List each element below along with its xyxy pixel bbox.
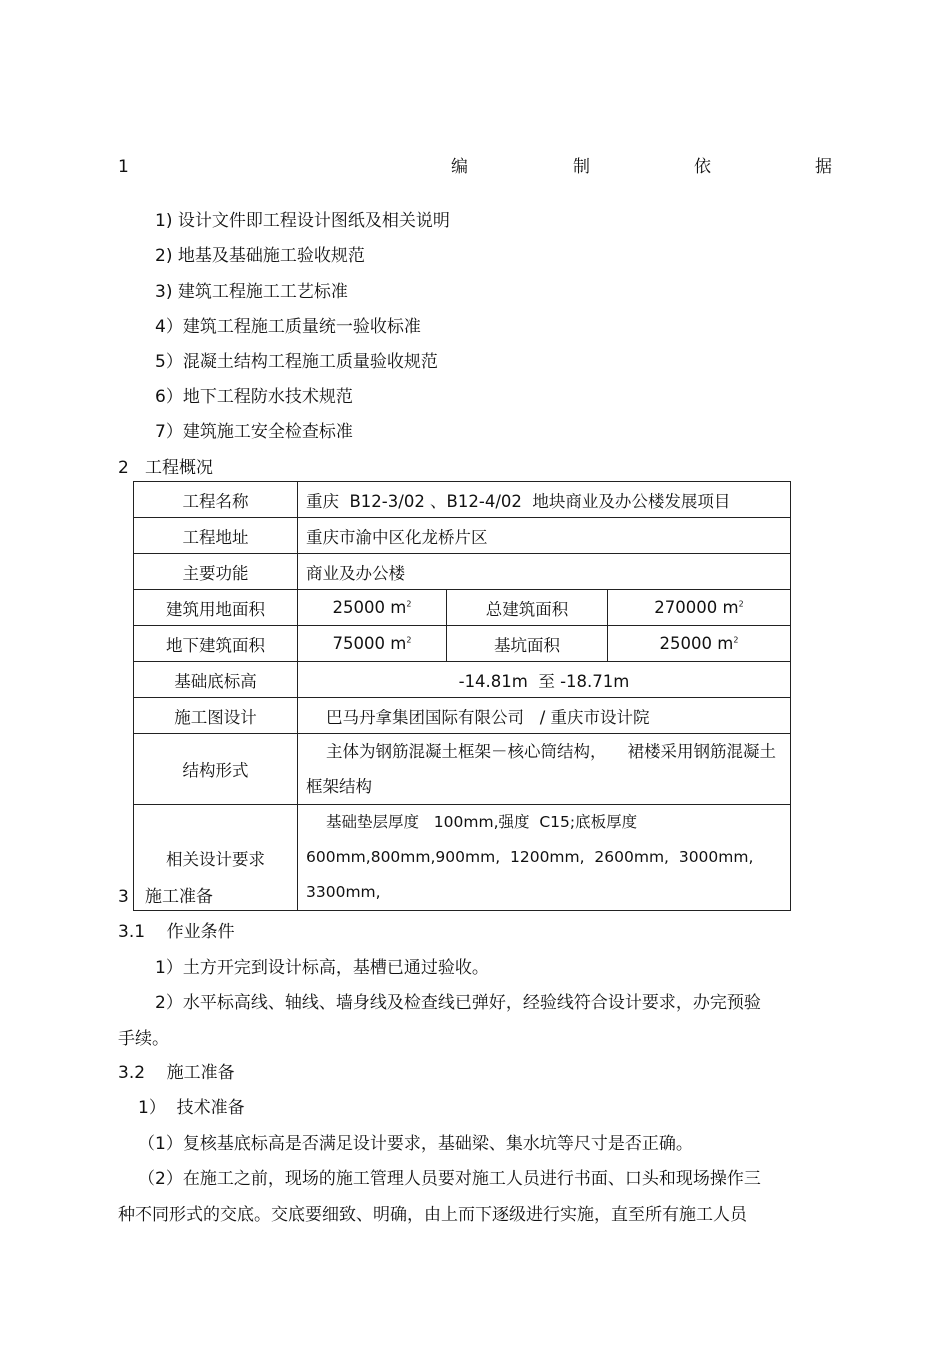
requirements-value: 基础垫层厚度 100mm,强度 C15;底板厚度 600mm,800mm,900mm, 1200mm, 2600mm, 3000mm, 3300mm,	[298, 805, 791, 911]
section1-title-char: 制	[573, 157, 590, 177]
subsection-3-1-heading: 3.1 作业条件	[118, 922, 235, 942]
pit-area-label: 基坑面积	[447, 626, 608, 662]
base-elevation-label: 基础底标高	[134, 662, 298, 698]
project-name-value: 重庆 B12-3/02 、B12-4/02 地块商业及办公楼发展项目	[298, 482, 791, 518]
reference-item: 6）地下工程防水技术规范	[155, 387, 353, 407]
total-area-label: 总建筑面积	[447, 590, 608, 626]
section3-heading: 3 施工准备	[118, 887, 214, 907]
project-overview-table	[133, 481, 791, 911]
table-row	[134, 590, 791, 626]
design-label: 施工图设计	[134, 698, 298, 734]
tech-prep-item-continuation: 种不同形式的交底。交底要细致、明确，由上而下逐级进行实施，直至所有施工人员	[118, 1205, 747, 1225]
subsection-3-2-heading: 3.2 施工准备	[118, 1063, 235, 1083]
structure-label: 结构形式	[134, 734, 298, 805]
structure-value: 主体为钢筋混凝土框架－核心筒结构， 裙楼采用钢筋混凝土框架结构	[298, 734, 791, 805]
table-row	[134, 734, 791, 805]
pit-area-value: 25000 $m^2$	[608, 626, 791, 662]
address-label: 工程地址	[134, 518, 298, 554]
tech-prep-item: （1）复核基底标高是否满足设计要求，基础梁、集水坑等尺寸是否正确。	[138, 1134, 693, 1154]
condition-item: 2）水平标高线、轴线、墙身线及检查线已弹好，经验线符合设计要求，办完预验	[155, 993, 761, 1013]
table-row	[134, 698, 791, 734]
reference-item: 3) 建筑工程施工工艺标准	[155, 282, 348, 302]
underground-area-label: 地下建筑面积	[134, 626, 298, 662]
section1-title-char: 依	[694, 157, 711, 177]
table-row	[134, 626, 791, 662]
reference-item: 7）建筑施工安全检查标准	[155, 422, 353, 442]
table-row	[134, 662, 791, 698]
land-area-value: 25000 $m^2$	[298, 590, 447, 626]
condition-item-continuation: 手续。	[118, 1029, 169, 1049]
base-elevation-value: -14.81m 至 -18.71m	[298, 662, 791, 698]
function-label: 主要功能	[134, 554, 298, 590]
tech-prep-item: （2）在施工之前，现场的施工管理人员要对施工人员进行书面、口头和现场操作三	[138, 1169, 761, 1189]
section1-number: 1	[118, 157, 129, 177]
reference-item: 1) 设计文件即工程设计图纸及相关说明	[155, 211, 450, 231]
address-value: 重庆市渝中区化龙桥片区	[298, 518, 791, 554]
requirements-label: 相关设计要求	[134, 805, 298, 911]
design-value: 巴马丹拿集团国际有限公司 / 重庆市设计院	[298, 698, 791, 734]
underground-area-value: 75000 $m^2$	[298, 626, 447, 662]
table-row	[134, 482, 791, 518]
reference-item: 4）建筑工程施工质量统一验收标准	[155, 317, 421, 337]
section2-heading: 2 工程概况	[118, 458, 214, 478]
land-area-label: 建筑用地面积	[134, 590, 298, 626]
project-name-label: 工程名称	[134, 482, 298, 518]
section1-title-char: 据	[815, 157, 832, 177]
table-row	[134, 518, 791, 554]
reference-item: 5）混凝土结构工程施工质量验收规范	[155, 352, 438, 372]
table-row	[134, 805, 791, 911]
section1-title-char: 编	[451, 157, 468, 177]
total-area-value: 270000 $m^2$	[608, 590, 791, 626]
condition-item: 1）土方开完到设计标高，基槽已通过验收。	[155, 958, 489, 978]
reference-item: 2) 地基及基础施工验收规范	[155, 246, 365, 266]
function-value: 商业及办公楼	[298, 554, 791, 590]
table-row	[134, 554, 791, 590]
tech-prep-heading: 1） 技术准备	[138, 1098, 245, 1118]
